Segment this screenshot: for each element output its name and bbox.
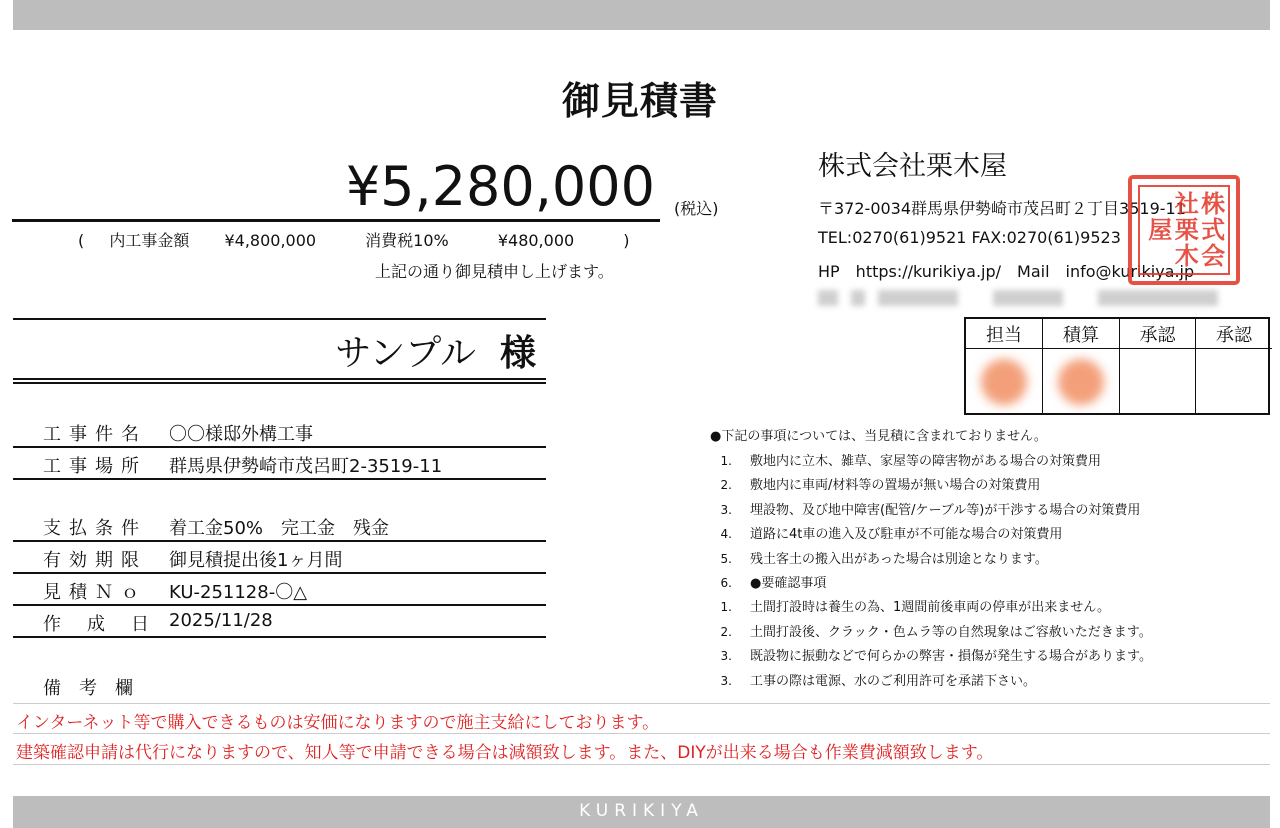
item-number: 5. [720,551,732,566]
client-honorific: 様 [499,333,536,374]
item-number: 1. [720,600,732,615]
document-title: 御見積書 [561,79,718,123]
detail-label: 支払条件 [43,518,147,539]
detail-row-site [13,448,546,480]
remark-line-1: インターネット等で購入できるものは安価になりますので施主支給にしております。 [13,703,1270,734]
item-number: 2. [720,624,732,639]
client-name-line [13,325,536,376]
detail-label: 工事件名 [43,424,147,445]
construction-amount-value: ¥4,800,000 [224,231,317,250]
total-amount: ¥5,280,000 [345,155,655,218]
detail-value: 群馬県伊勢崎市茂呂町2-3519-11 [169,456,443,477]
item-text: ●要確認事項 [750,575,827,591]
list-item [710,450,1270,474]
detail-label: 作 成 日 [43,614,153,635]
tax-label: 消費税10% [365,231,449,250]
list-item [710,596,1270,620]
company-web-mail: HP https://kurikiya.jp/ Mail info@kurikiya.jp [818,262,1195,281]
approval-header-approve-1: 承認 [1120,319,1196,349]
breakdown-open: ( [78,231,85,250]
amount-underline [12,219,660,222]
company-name: 株式会社栗木屋 [818,151,1007,182]
remarks-label: 備 考 欄 [43,678,133,699]
list-item [710,621,1270,645]
approval-stamp-table [964,317,1270,415]
tax-included-note: (税込) [674,199,719,218]
item-number: 3. [720,673,732,688]
item-number: 1. [720,454,732,468]
estimate-statement: 上記の通り御見積申し上げます。 [375,262,614,281]
approval-header-estimate: 積算 [1043,319,1120,349]
item-number: 3. [720,502,732,517]
staff-stamp-icon [981,359,1027,405]
detail-row-validity [13,542,546,574]
detail-row-estimate-no [13,574,546,606]
detail-value: 着工金50% 完工金 残金 [169,518,390,539]
estimate-stamp-icon [1058,359,1104,405]
item-text: 工事の際は電源、水のご利用許可を承諾下さい。 [750,673,1037,689]
footer-brand: KURIKIYA [13,796,1270,828]
top-band [13,0,1270,30]
approval-cell-staff [966,349,1043,415]
approval-cell-approve-1 [1120,349,1196,415]
approval-header-approve-2: 承認 [1196,319,1272,349]
list-item [710,670,1270,694]
detail-label: 見積Ｎｏ [43,582,147,603]
detail-value: 御見積提出後1ヶ月間 [169,550,343,571]
client-top-rule [13,318,546,320]
exclusions-heading: ●下記の事項については、当見積に含まれておりません。 [710,429,1047,444]
seal-text: 株式会社栗木屋 [1143,191,1225,269]
client-name: サンプル [335,333,476,374]
list-item [710,645,1270,669]
item-number: 2. [720,478,732,493]
detail-row-created [13,606,546,638]
item-number: 3. [720,649,732,664]
item-text: 土間打設時は養生の為、1週間前後車両の停車が出来ません。 [750,600,1111,616]
list-item [710,548,1270,572]
blurred-contact-line [818,290,1226,306]
list-item [710,572,1270,596]
item-text: 道路に4t車の進入及び駐車が不可能な場合の対策費用 [750,527,1063,543]
client-bottom-rule [13,378,546,380]
item-text: 敷地内に立木、雑草、家屋等の障害物がある場合の対策費用 [750,454,1102,469]
company-phone-fax: TEL:0270(61)9521 FAX:0270(61)9523 [818,228,1121,247]
item-text: 土間打設後、クラック・色ムラ等の自然現象はご容赦いただきます。 [750,624,1152,640]
construction-amount-label: 内工事金額 [109,231,190,250]
item-number: 4. [720,527,732,542]
company-address: 〒372-0034群馬県伊勢崎市茂呂町２丁目3519-11 [818,199,1186,218]
remark-line-2: 建築確認申請は代行になりますので、知人等で申請できる場合は減額致します。また、DIYが出来る場合も作業費減額致します。 [13,734,1270,765]
approval-header-staff: 担当 [966,319,1043,349]
tax-value: ¥480,000 [497,231,575,250]
item-text: 残土客土の搬入出があった場合は別途となります。 [750,551,1048,567]
detail-row-project-name [13,416,546,448]
exclusions-list [710,425,1270,694]
company-seal-icon [1128,175,1240,285]
item-text: 埋設物、及び地中障害(配管/ケーブル等)が干渉する場合の対策費用 [750,502,1141,518]
detail-value: 〇〇様邸外構工事 [169,424,313,445]
list-item [710,499,1270,523]
client-bottom-rule-2 [13,382,546,384]
approval-cell-approve-2 [1196,349,1272,415]
detail-value: KU-251128-〇△ [169,582,308,603]
breakdown-close: ) [623,231,630,250]
detail-label: 工事場所 [43,456,147,477]
item-number: 6. [720,575,732,590]
detail-value: 2025/11/28 [169,610,273,631]
detail-label: 有効期限 [43,550,147,571]
list-item [710,523,1270,547]
detail-row-payment [13,510,546,542]
approval-cell-estimate [1043,349,1120,415]
item-text: 敷地内に車両/材料等の置場が無い場合の対策費用 [750,478,1041,494]
item-text: 既設物に振動などで何らかの弊害・損傷が発生する場合があります。 [750,649,1152,665]
amount-breakdown [78,228,630,251]
list-item [710,474,1270,498]
